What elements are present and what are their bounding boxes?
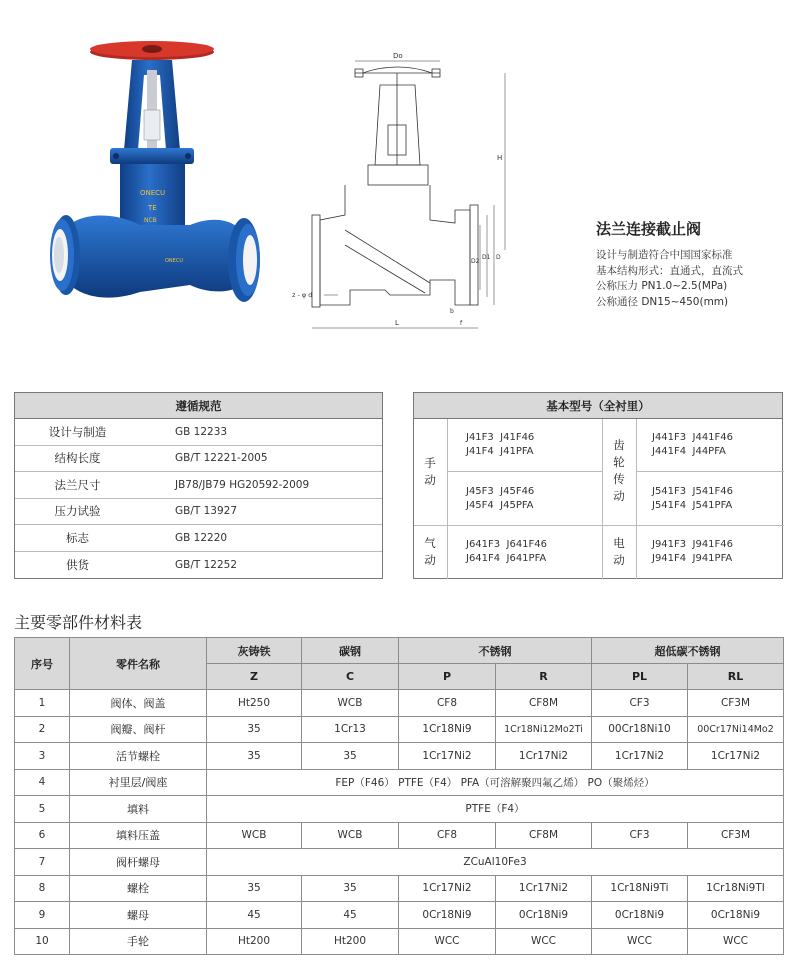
part-name: 填料	[70, 796, 207, 823]
part-name: 阀杆螺母	[70, 849, 207, 876]
col-code-pl: PL	[592, 664, 688, 690]
material-cell: Ht250	[207, 690, 302, 717]
valve-mark-body: ONECU	[165, 258, 183, 264]
col-header-ultra-low-carbon: 超低碳不锈钢	[592, 638, 784, 664]
material-cell: 1Cr18Ni9Ti	[592, 875, 688, 902]
dim-b: b	[450, 308, 454, 315]
row-no: 5	[15, 796, 70, 823]
standards-label: 压力试验	[54, 504, 101, 519]
col-header-no: 序号	[15, 638, 70, 690]
models-table	[413, 392, 783, 579]
table-row	[15, 716, 784, 743]
model-codes-electric: J941F3 J941F46 J941F4 J941PFA	[652, 539, 734, 564]
model-type-electric: 电 动	[613, 536, 625, 567]
standards-value: GB 12220	[175, 531, 228, 544]
model-type-pneumatic: 气 动	[424, 536, 436, 567]
dim-do: Do	[393, 52, 403, 60]
model-type-manual: 手 动	[424, 456, 436, 487]
valve-dimension-drawing	[290, 45, 530, 335]
standards-value: GB/T 12221-2005	[175, 452, 268, 465]
material-cell: CF3M	[688, 690, 784, 717]
standards-label: 设计与制造	[48, 424, 107, 439]
material-cell: 1Cr17Ni2	[688, 743, 784, 770]
material-cell: 1Cr18Ni9	[399, 716, 496, 743]
material-cell: 0Cr18Ni9	[399, 902, 496, 929]
material-cell: 35	[207, 743, 302, 770]
standards-value: GB/T 12252	[175, 558, 238, 571]
table-row	[15, 902, 784, 929]
material-cell: 1Cr18Ni12Mo2Ti	[496, 716, 592, 743]
material-cell: Ht200	[302, 928, 399, 955]
standards-value: JB78/JB79 HG20592-2009	[175, 478, 310, 491]
material-cell: CF3M	[688, 822, 784, 849]
material-cell: CF8	[399, 822, 496, 849]
material-cell: WCC	[496, 928, 592, 955]
material-cell: WCC	[399, 928, 496, 955]
material-cell: 45	[302, 902, 399, 929]
part-name: 螺母	[70, 902, 207, 929]
material-cell: 1Cr17Ni2	[399, 743, 496, 770]
dim-l: L	[395, 319, 399, 327]
material-cell: 0Cr18Ni9	[496, 902, 592, 929]
material-cell: 1Cr17Ni2	[399, 875, 496, 902]
material-cell: 1Cr17Ni2	[496, 875, 592, 902]
col-header-name: 零件名称	[70, 638, 207, 690]
material-cell: 1Cr13	[302, 716, 399, 743]
product-title: 法兰连接截止阀	[596, 220, 702, 238]
standards-header: 遵循规范	[15, 393, 382, 419]
row-no: 1	[15, 690, 70, 717]
model-codes-gear-b: J541F3 J541F46 J541F4 J541PFA	[652, 486, 734, 511]
material-cell: 1Cr17Ni2	[496, 743, 592, 770]
row-no: 7	[15, 849, 70, 876]
col-code-c: C	[302, 664, 399, 690]
row-no: 4	[15, 769, 70, 796]
standards-value: GB 12233	[175, 425, 228, 438]
col-header-grey-iron: 灰铸铁	[207, 638, 302, 664]
material-cell: CF8M	[496, 822, 592, 849]
standards-row	[15, 525, 382, 552]
col-header-carbon-steel: 碳钢	[302, 638, 399, 664]
models-header: 基本型号（全衬里）	[414, 393, 782, 419]
table-row	[15, 769, 784, 796]
material-cell: 35	[207, 716, 302, 743]
desc-structure: 基本结构形式：直通式，直流式	[596, 264, 743, 277]
valve-mark-brand: ONECU	[140, 189, 166, 197]
dim-d1: D1	[482, 254, 491, 261]
grid-line	[447, 471, 602, 472]
model-codes-manual-a: J41F3 J41F46 J41F4 J41PFA	[466, 432, 535, 457]
col-code-z: Z	[207, 664, 302, 690]
part-name: 螺栓	[70, 875, 207, 902]
material-cell: 1Cr18Ni9TI	[688, 875, 784, 902]
product-description	[596, 248, 743, 310]
row-no: 8	[15, 875, 70, 902]
dim-bolt-holes: z - φ d	[292, 291, 313, 299]
table-row	[15, 796, 784, 823]
row-no: 9	[15, 902, 70, 929]
material-cell: WCB	[302, 822, 399, 849]
standards-value: GB/T 13927	[175, 505, 238, 518]
part-name: 阀瓣、阀杆	[70, 716, 207, 743]
grid-line	[636, 419, 637, 579]
part-name: 填料压盖	[70, 822, 207, 849]
row-no: 6	[15, 822, 70, 849]
standards-label: 供货	[66, 557, 89, 572]
row-no: 2	[15, 716, 70, 743]
dim-d2: D2	[471, 258, 480, 265]
dim-h: H	[497, 154, 503, 162]
material-cell: 1Cr17Ni2	[592, 743, 688, 770]
material-cell: WCB	[207, 822, 302, 849]
material-span-cell: PTFE（F4）	[207, 796, 784, 823]
standards-label: 结构长度	[54, 451, 101, 466]
desc-diameter: 公称通径 DN15~450(mm)	[596, 295, 729, 308]
table-row	[15, 928, 784, 955]
material-cell: 35	[302, 875, 399, 902]
row-no: 3	[15, 743, 70, 770]
valve-product-image	[40, 30, 270, 310]
col-code-r: R	[496, 664, 592, 690]
standards-row	[15, 552, 382, 579]
material-span-cell: ZCuAl10Fe3	[207, 849, 784, 876]
col-code-p: P	[399, 664, 496, 690]
materials-title: 主要零部件材料表	[14, 613, 143, 632]
material-cell: CF8	[399, 690, 496, 717]
dim-f: f	[460, 320, 463, 327]
table-row	[15, 849, 784, 876]
standards-row	[15, 419, 382, 446]
material-cell: 00Cr18Ni10	[592, 716, 688, 743]
material-cell: CF8M	[496, 690, 592, 717]
material-cell: WCC	[592, 928, 688, 955]
desc-standard: 设计与制造符合中国国家标准	[596, 249, 733, 261]
material-cell: 35	[302, 743, 399, 770]
part-name: 阀体、阀盖	[70, 690, 207, 717]
valve-mark-ncb: NCB	[144, 217, 157, 224]
material-cell: CF3	[592, 822, 688, 849]
material-cell: 45	[207, 902, 302, 929]
table-row	[15, 875, 784, 902]
material-cell: CF3	[592, 690, 688, 717]
material-cell: Ht200	[207, 928, 302, 955]
model-codes-gear-a: J441F3 J441F46 J441F4 J44PFA	[652, 432, 734, 457]
dim-d: D	[496, 254, 501, 261]
model-type-gear: 齿 轮 传 动	[613, 438, 625, 503]
col-header-stainless: 不锈钢	[399, 638, 592, 664]
material-cell: 0Cr18Ni9	[592, 902, 688, 929]
materials-table	[14, 637, 784, 955]
standards-label: 法兰尺寸	[54, 477, 101, 492]
material-cell: 35	[207, 875, 302, 902]
material-cell: WCC	[688, 928, 784, 955]
table-row	[15, 690, 784, 717]
grid-line	[414, 525, 784, 526]
part-name: 衬里层/阀座	[70, 769, 207, 796]
standards-label: 标志	[66, 530, 89, 545]
standards-row	[15, 472, 382, 499]
grid-line	[636, 471, 784, 472]
model-codes-manual-b: J45F3 J45F46 J45F4 J45PFA	[466, 486, 535, 511]
part-name: 手轮	[70, 928, 207, 955]
material-cell: 0Cr18Ni9	[688, 902, 784, 929]
table-row	[15, 743, 784, 770]
material-cell: 00Cr17Ni14Mo2	[688, 716, 784, 743]
valve-mark-te: TE	[148, 204, 157, 212]
material-cell: WCB	[302, 690, 399, 717]
col-code-rl: RL	[688, 664, 784, 690]
model-codes-pneumatic: J641F3 J641F46 J641F4 J641PFA	[466, 539, 548, 564]
part-name: 活节螺栓	[70, 743, 207, 770]
standards-row	[15, 446, 382, 473]
grid-line	[447, 419, 448, 579]
standards-row	[15, 499, 382, 526]
table-row	[15, 822, 784, 849]
desc-pressure: 公称压力 PN1.0~2.5(MPa)	[596, 280, 728, 292]
standards-table	[14, 392, 383, 579]
row-no: 10	[15, 928, 70, 955]
material-span-cell: FEP（F46） PTFE（F4） PFA（可溶解聚四氟乙烯） PO（聚烯烃）	[207, 769, 784, 796]
